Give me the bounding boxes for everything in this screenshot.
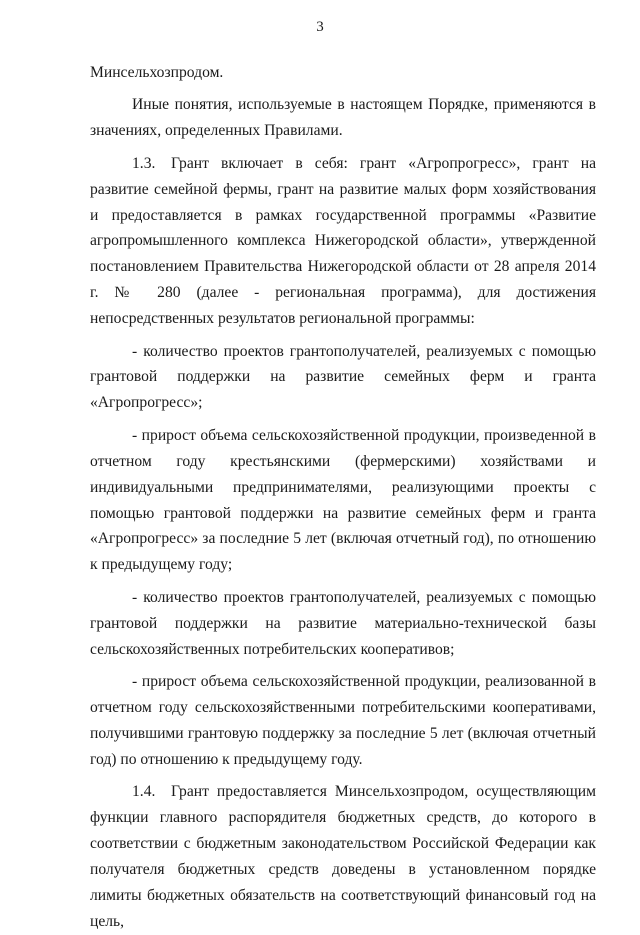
document-body: [90, 60, 596, 935]
list-item-growth-farm-production: - прирост объема сельскохозяйственной продукции, произведенной в отчетном году крестьянскими (фермерскими) хозяйствами и индивидуальными предпринимателями, реализующими проекты с помощью грантовой поддержки на развитие семейных ферм и гранта «Агропрогресс» за последние 5 лет (включая отчетный год), по отношению к предыдущему году;: [90, 426, 596, 574]
page-number: 3: [316, 19, 324, 35]
paragraph-continuation: Минсельхозпродом.: [90, 64, 224, 81]
paragraph-other-terms: Иные понятия, используемые в настоящем Порядке, применяются в значениях, определенных Правилами.: [90, 96, 596, 140]
paragraph-section-1-4: 1.4. Грант предоставляется Минсельхозпродом, осуществляющим функции главного распорядителя бюджетных средств, до которого в соответствии с бюджетным законодательством Российской Федерации как получателя бюджетных средств доведены в установленном порядке лимиты бюджетных обязательств на соответствующий финансовый год на цель,: [90, 783, 596, 930]
paragraph-section-1-3: 1.3. Грант включает в себя: грант «Агропрогресс», грант на развитие семейной фермы, грант на развитие малых форм хозяйствования и предоставляется в рамках государственной программы «Развитие агропромышленного комплекса Нижегородской области», утвержденной постановлением Правительства Нижегородской области от 28 апреля 2014 г. № 280 (далее - региональная программа), для достижения непосредственных результатов региональной программы:: [90, 154, 596, 328]
list-item-projects-cooperatives: - количество проектов грантополучателей, реализуемых с помощью грантовой поддержки на развитие материально-технической базы сельскохозяйственных потребительских кооперативов;: [90, 588, 596, 658]
list-item-growth-cooperative-production: - прирост объема сельскохозяйственной продукции, реализованной в отчетном году сельскохозяйственными потребительскими кооперативами, получившими грантовую поддержку за последние 5 лет (включая отчетный год) по отношению к предыдущему году.: [90, 672, 596, 768]
list-item-projects-family-farms: - количество проектов грантополучателей, реализуемых с помощью грантовой поддержки на развитие семейных ферм и гранта «Агропрогресс»;: [90, 342, 596, 412]
